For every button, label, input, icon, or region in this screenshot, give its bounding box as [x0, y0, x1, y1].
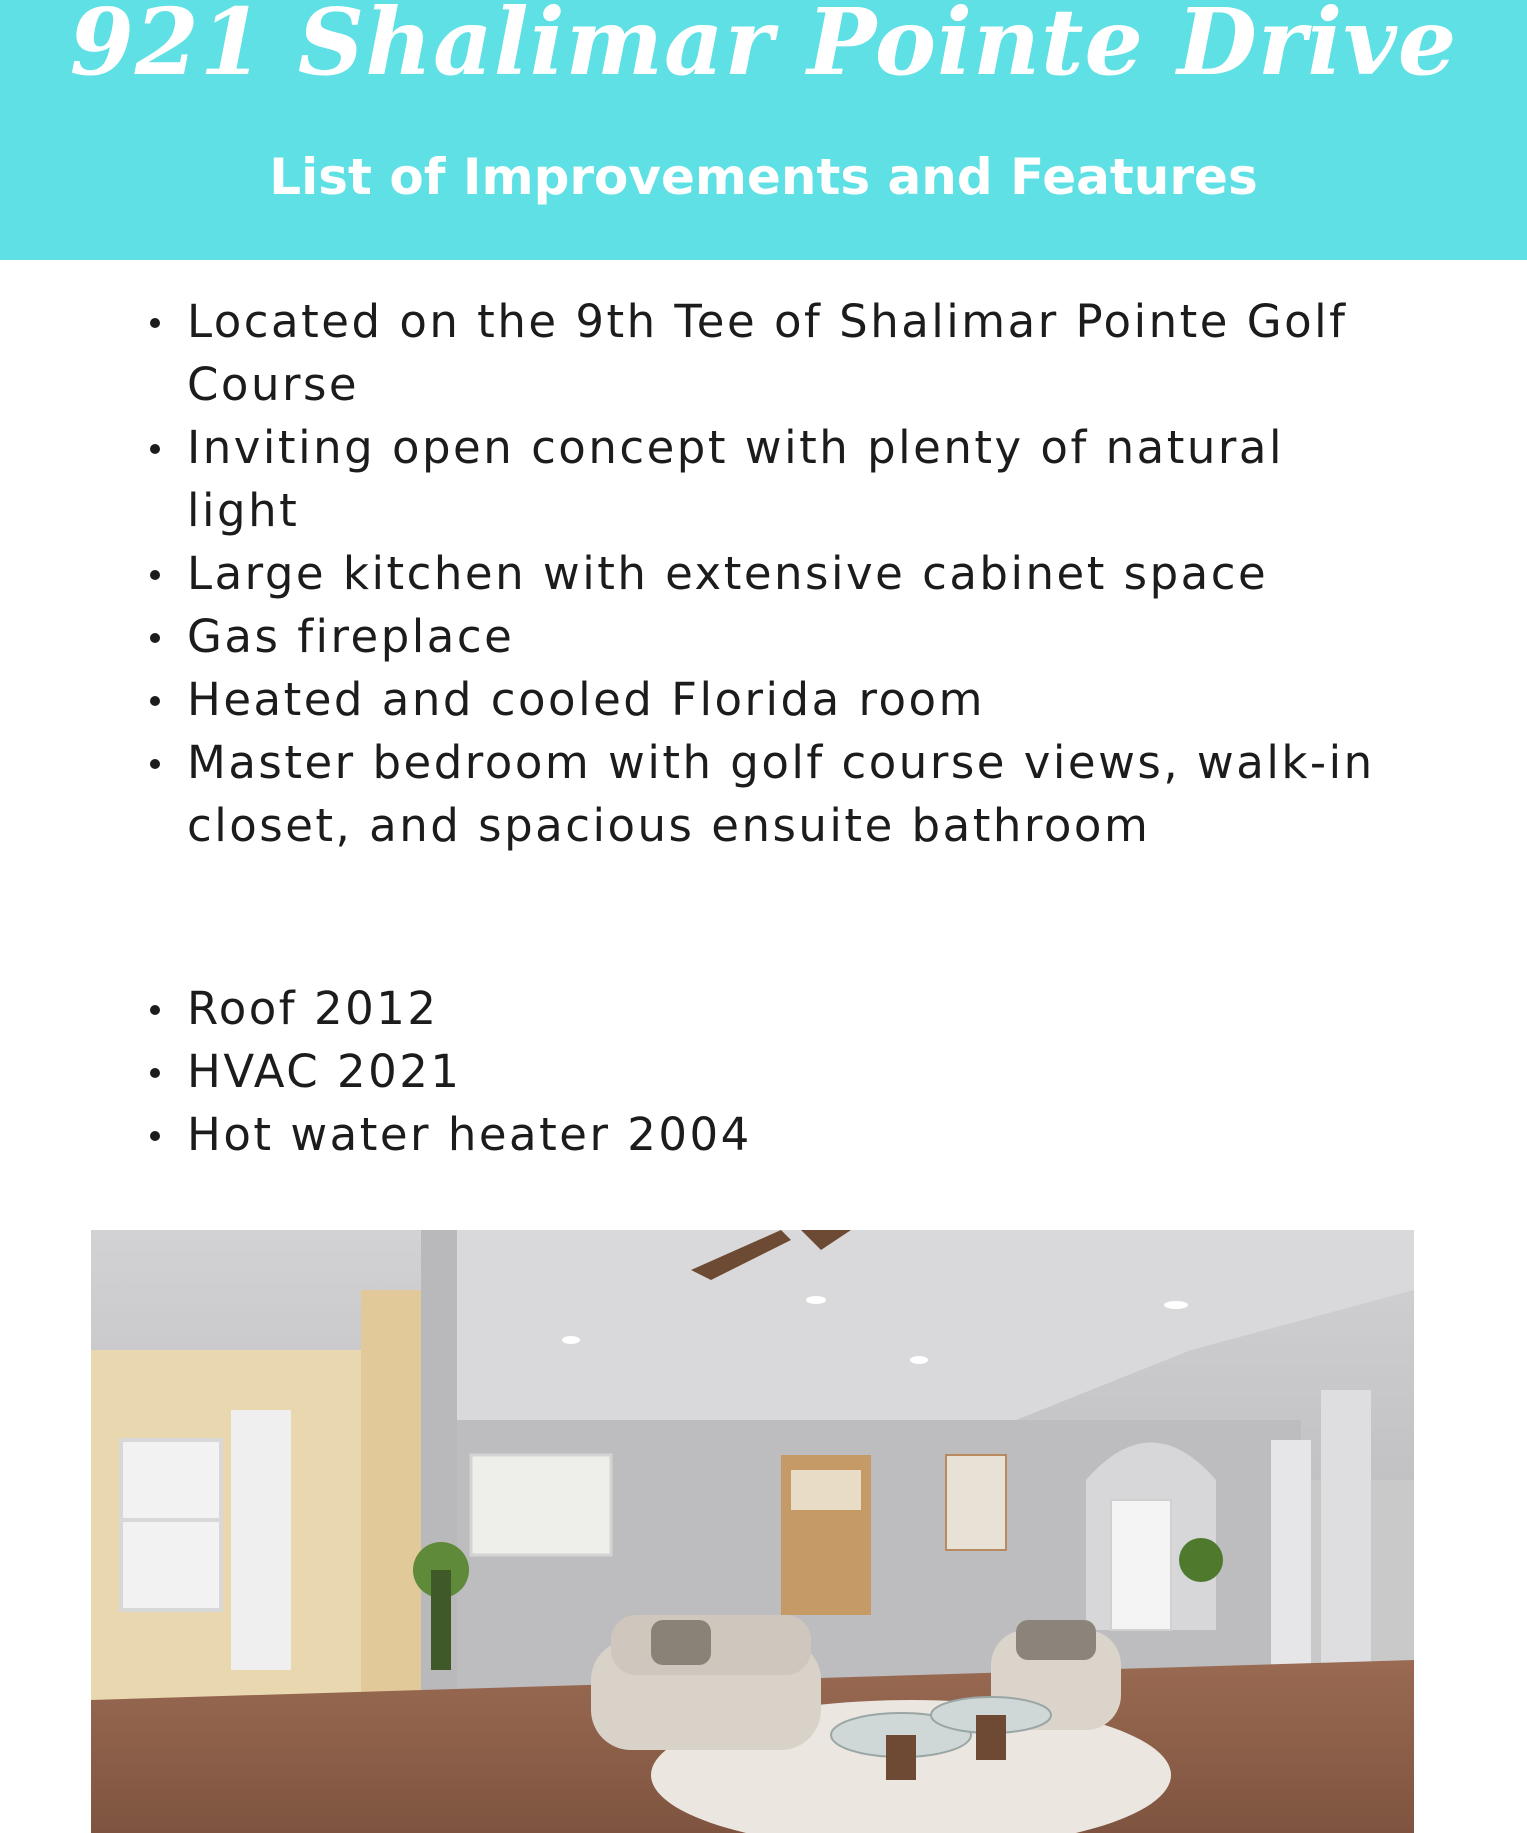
list-item	[145, 977, 1405, 1040]
list-item-text: Master bedroom with golf course views, walk-in closet, and spacious ensuite bathroom	[187, 736, 1375, 852]
list-item-text: Heated and cooled Florida room	[187, 673, 985, 726]
systems-list	[145, 977, 1405, 1166]
page-title: 921 Shalimar Pointe Drive	[69, 0, 1458, 96]
list-item	[145, 290, 1405, 416]
bullet-icon	[150, 1068, 160, 1078]
living-room-photo	[91, 1230, 1414, 1833]
bullet-icon	[150, 444, 160, 454]
page-subtitle: List of Improvements and Features	[269, 148, 1258, 206]
list-item	[145, 416, 1405, 542]
bullet-icon	[150, 1005, 160, 1015]
list-item-text: Inviting open concept with plenty of natural light	[187, 421, 1284, 537]
bullet-icon	[150, 318, 160, 328]
list-item	[145, 542, 1405, 605]
bullet-icon	[150, 633, 160, 643]
list-item	[145, 668, 1405, 731]
features-list	[145, 290, 1405, 857]
list-item	[145, 605, 1405, 668]
list-item-text: Large kitchen with extensive cabinet space	[187, 547, 1269, 600]
list-item-text: Hot water heater 2004	[187, 1108, 752, 1161]
list-item	[145, 1040, 1405, 1103]
list-item	[145, 731, 1405, 857]
bullet-icon	[150, 1131, 160, 1141]
list-item-text: Roof 2012	[187, 982, 439, 1035]
header-banner	[0, 0, 1527, 260]
living-room-illustration	[91, 1230, 1414, 1833]
list-item-text: Gas fireplace	[187, 610, 515, 663]
list-item	[145, 1103, 1405, 1166]
list-item-text: HVAC 2021	[187, 1045, 462, 1098]
list-item-text: Located on the 9th Tee of Shalimar Pointe Golf Course	[187, 295, 1348, 411]
bullet-icon	[150, 696, 160, 706]
bullet-icon	[150, 759, 160, 769]
bullet-icon	[150, 570, 160, 580]
